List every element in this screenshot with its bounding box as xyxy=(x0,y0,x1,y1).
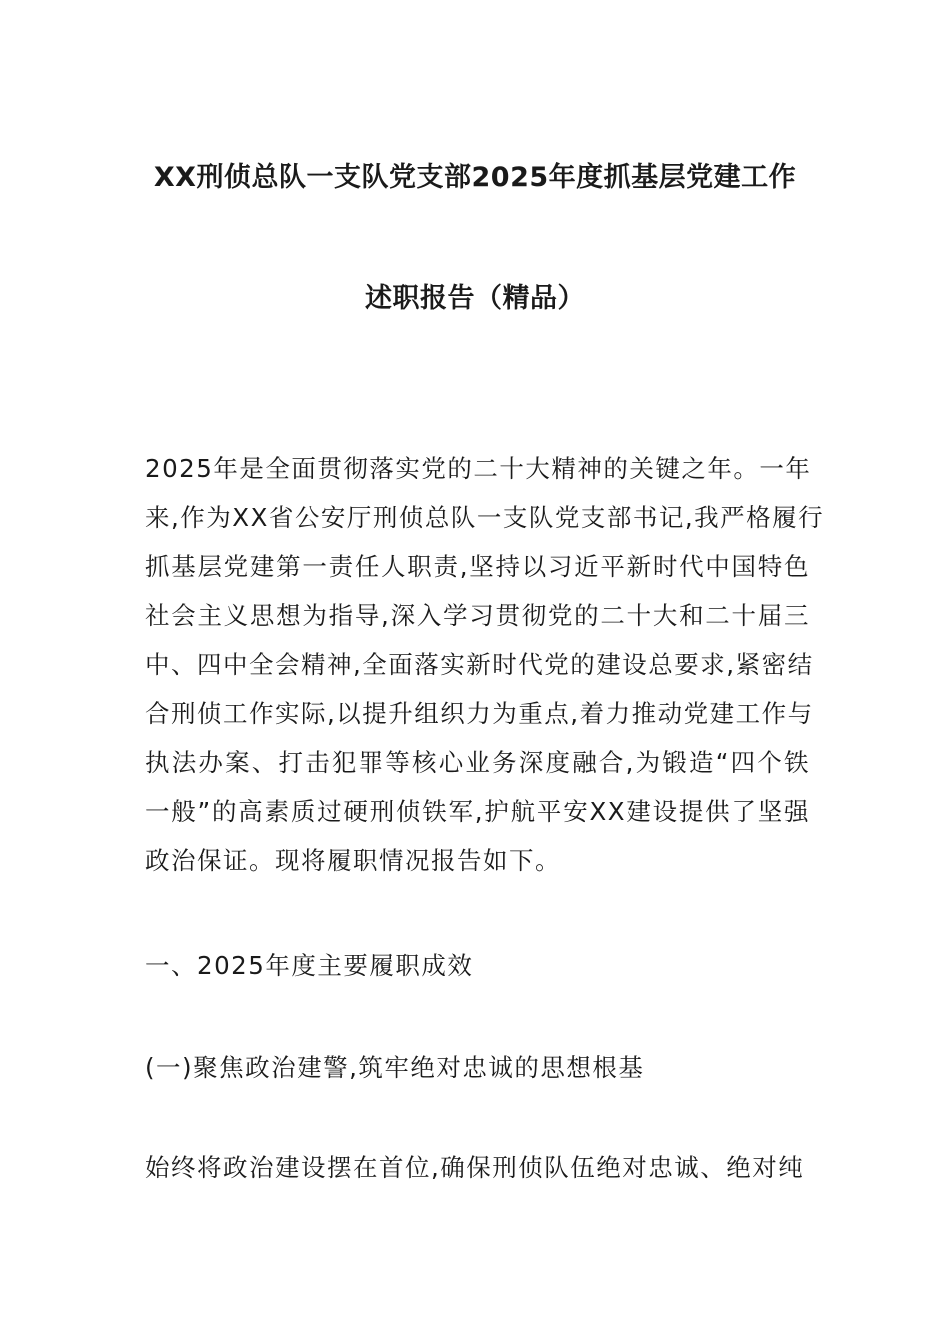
intro-line-7: 执法办案、打击犯罪等核心业务深度融合,为锻造“四个铁 xyxy=(145,748,810,777)
intro-line-6: 合刑侦工作实际,以提升组织力为重点,着力推动党建工作与 xyxy=(145,699,814,728)
document-title-line-2: 述职报告（精品） xyxy=(365,283,585,314)
intro-line-2: 来,作为XX省公安厅刑侦总队一支队党支部书记,我严格履行 xyxy=(145,503,825,532)
subsection-paragraph: 始终将政治建设摆在首位,确保刑侦队伍绝对忠诚、绝对纯 xyxy=(145,1153,805,1182)
intro-line-3: 抓基层党建第一责任人职责,坚持以习近平新时代中国特色 xyxy=(145,552,810,581)
intro-line-1: 2025年是全面贯彻落实党的二十大精神的关键之年。一年 xyxy=(145,454,812,483)
document-title-line-1: XX刑侦总队一支队党支部2025年度抓基层党建工作 xyxy=(153,162,797,193)
subsection-heading: (一)聚焦政治建警,筑牢绝对忠诚的思想根基 xyxy=(145,1053,645,1082)
intro-line-4: 社会主义思想为指导,深入学习贯彻党的二十大和二十届三 xyxy=(145,601,810,630)
intro-paragraph xyxy=(145,444,825,885)
intro-line-5: 中、四中全会精神,全面落实新时代党的建设总要求,紧密结 xyxy=(145,650,814,679)
intro-line-8: 一般”的高素质过硬刑侦铁军,护航平安XX建设提供了坚强 xyxy=(145,797,810,826)
section-heading: 一、2025年度主要履职成效 xyxy=(145,951,474,980)
intro-line-9: 政治保证。现将履职情况报告如下。 xyxy=(145,846,561,875)
